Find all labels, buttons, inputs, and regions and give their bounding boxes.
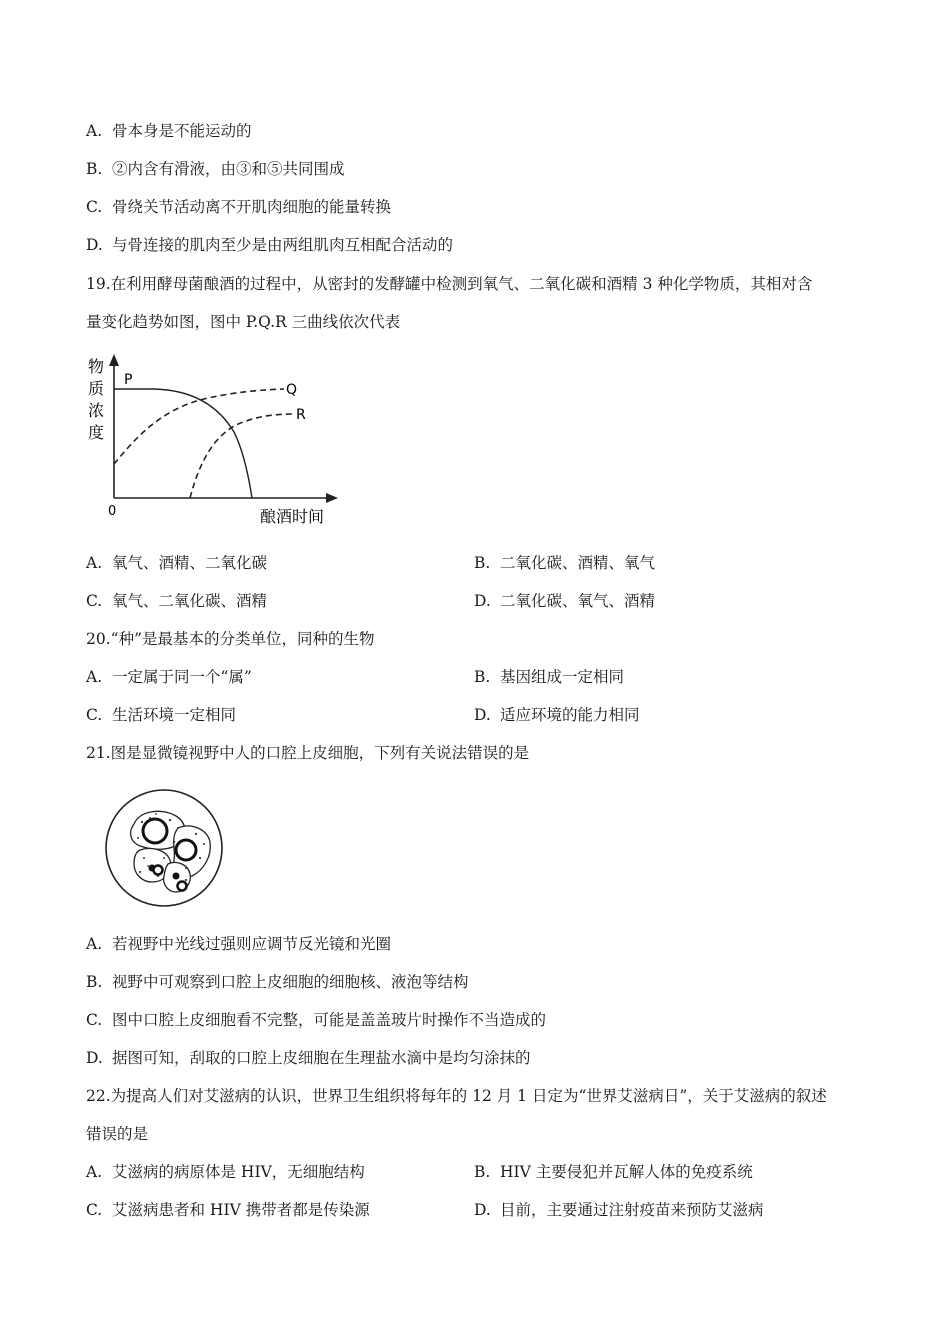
q20-option-b [474, 666, 624, 688]
q22-stem-line1: 22.为提高人们对艾滋病的认识，世界卫生组织将每年的 12 月 1 日定为“世界艾滋病日”，关于艾滋病的叙述 [86, 1087, 827, 1105]
q19-stem-line2: 量变化趋势如图，图中 P.Q.R 三曲线依次代表 [86, 313, 401, 331]
option-text: 与骨连接的肌肉至少是由两组肌肉互相配合活动的 [112, 236, 454, 254]
option-text: 基因组成一定相同 [500, 668, 625, 686]
option-text: 生活环境一定相同 [112, 706, 237, 724]
q21-option-c [86, 1009, 546, 1031]
option-letter: B. [474, 668, 491, 686]
q19-option-b [474, 552, 655, 574]
option-letter: B. [474, 554, 491, 572]
option-text: 骨绕关节活动离不开肌肉细胞的能量转换 [112, 198, 392, 216]
option-letter: D. [474, 1201, 491, 1219]
q22-stem-line2: 错误的是 [86, 1125, 149, 1143]
option-letter: D. [474, 706, 491, 724]
air-bubble-small-1 [154, 866, 163, 875]
q21-option-b [86, 971, 469, 993]
curve-r-label: R [296, 407, 306, 423]
microscope-svg [100, 784, 228, 914]
option-letter: A. [86, 122, 103, 140]
graph-svg [84, 352, 354, 532]
option-letter: C. [86, 1011, 103, 1029]
air-bubble-large [143, 819, 167, 843]
option-letter: A. [86, 668, 103, 686]
q21-option-a [86, 933, 391, 955]
q22-option-d [474, 1199, 764, 1221]
option-letter: B. [474, 1163, 491, 1181]
option-text: 骨本身是不能运动的 [112, 122, 252, 140]
option-text: 二氧化碳、氧气、酒精 [500, 592, 656, 610]
q18-option-c [86, 196, 391, 218]
nucleus-4 [173, 873, 180, 880]
xlabel: 酿酒时间 [260, 507, 325, 526]
option-letter: B. [86, 973, 103, 991]
option-text: 二氧化碳、酒精、氧气 [500, 554, 656, 572]
q19-option-d [474, 590, 655, 612]
option-letter: B. [86, 160, 103, 178]
curve-q [114, 389, 284, 464]
option-letter: D. [86, 236, 103, 254]
q19-option-a [86, 552, 267, 574]
q22-option-b [474, 1161, 753, 1183]
option-letter: A. [86, 1163, 103, 1181]
curve-q-label: Q [286, 382, 298, 398]
origin-label: 0 [108, 504, 117, 519]
option-text: 图中口腔上皮细胞看不完整，可能是盖盖玻片时操作不当造成的 [112, 1011, 547, 1029]
option-text: ②内含有滑液，由③和⑤共同围成 [112, 160, 345, 178]
q20-stem: 20.“种”是最基本的分类单位，同种的生物 [86, 630, 375, 648]
ylabel-char-3: 浓 [88, 401, 105, 420]
curve-r [190, 414, 294, 498]
y-axis-arrow-icon [109, 354, 119, 366]
q19-concentration-graph [84, 352, 354, 532]
option-text: 视野中可观察到口腔上皮细胞的细胞核、液泡等结构 [112, 973, 469, 991]
option-text: 氧气、酒精、二氧化碳 [112, 554, 268, 572]
air-bubble-small-2 [178, 882, 187, 891]
q20-option-c [86, 704, 236, 726]
ylabel-char-1: 物 [88, 357, 105, 376]
q20-option-d [474, 704, 640, 726]
option-letter: A. [86, 554, 103, 572]
air-bubble-medium [176, 840, 196, 860]
option-letter: A. [86, 935, 103, 953]
curve-p-label: P [124, 372, 133, 388]
option-text: 氧气、二氧化碳、酒精 [112, 592, 268, 610]
q18-option-b [86, 158, 345, 180]
option-letter: C. [86, 1201, 103, 1219]
option-text: 艾滋病患者和 HIV 携带者都是传染源 [112, 1201, 370, 1219]
q22-option-a [86, 1161, 365, 1183]
q18-option-a [86, 120, 252, 142]
option-letter: D. [86, 1049, 103, 1067]
option-text: 据图可知，刮取的口腔上皮细胞在生理盐水滴中是均匀涂抹的 [112, 1049, 531, 1067]
option-letter: C. [86, 706, 103, 724]
option-letter: C. [86, 592, 103, 610]
option-text: 艾滋病的病原体是 HIV，无细胞结构 [112, 1163, 365, 1181]
option-text: HIV 主要侵犯并瓦解人体的免疫系统 [500, 1163, 753, 1181]
option-letter: C. [86, 198, 103, 216]
q21-option-d [86, 1047, 531, 1069]
q19-stem-line1: 19.在利用酵母菌酿酒的过程中，从密封的发酵罐中检测到氧气、二氧化碳和酒精 3 种化学物质，其相对含 [86, 275, 813, 293]
option-letter: D. [474, 592, 491, 610]
option-text: 适应环境的能力相同 [500, 706, 640, 724]
option-text: 若视野中光线过强则应调节反光镜和光圈 [112, 935, 392, 953]
q20-option-a [86, 666, 252, 688]
x-axis-arrow-icon [326, 493, 338, 503]
option-text: 一定属于同一个“属” [112, 668, 252, 686]
q19-option-c [86, 590, 267, 612]
ylabel-char-2: 质 [88, 379, 105, 398]
q21-microscope-field-image [100, 784, 228, 914]
q18-option-d [86, 234, 453, 256]
q21-stem: 21.图是显微镜视野中人的口腔上皮细胞，下列有关说法错误的是 [86, 744, 530, 762]
option-text: 目前，主要通过注射疫苗来预防艾滋病 [500, 1201, 764, 1219]
ylabel-char-4: 度 [88, 423, 105, 442]
q22-option-c [86, 1199, 370, 1221]
